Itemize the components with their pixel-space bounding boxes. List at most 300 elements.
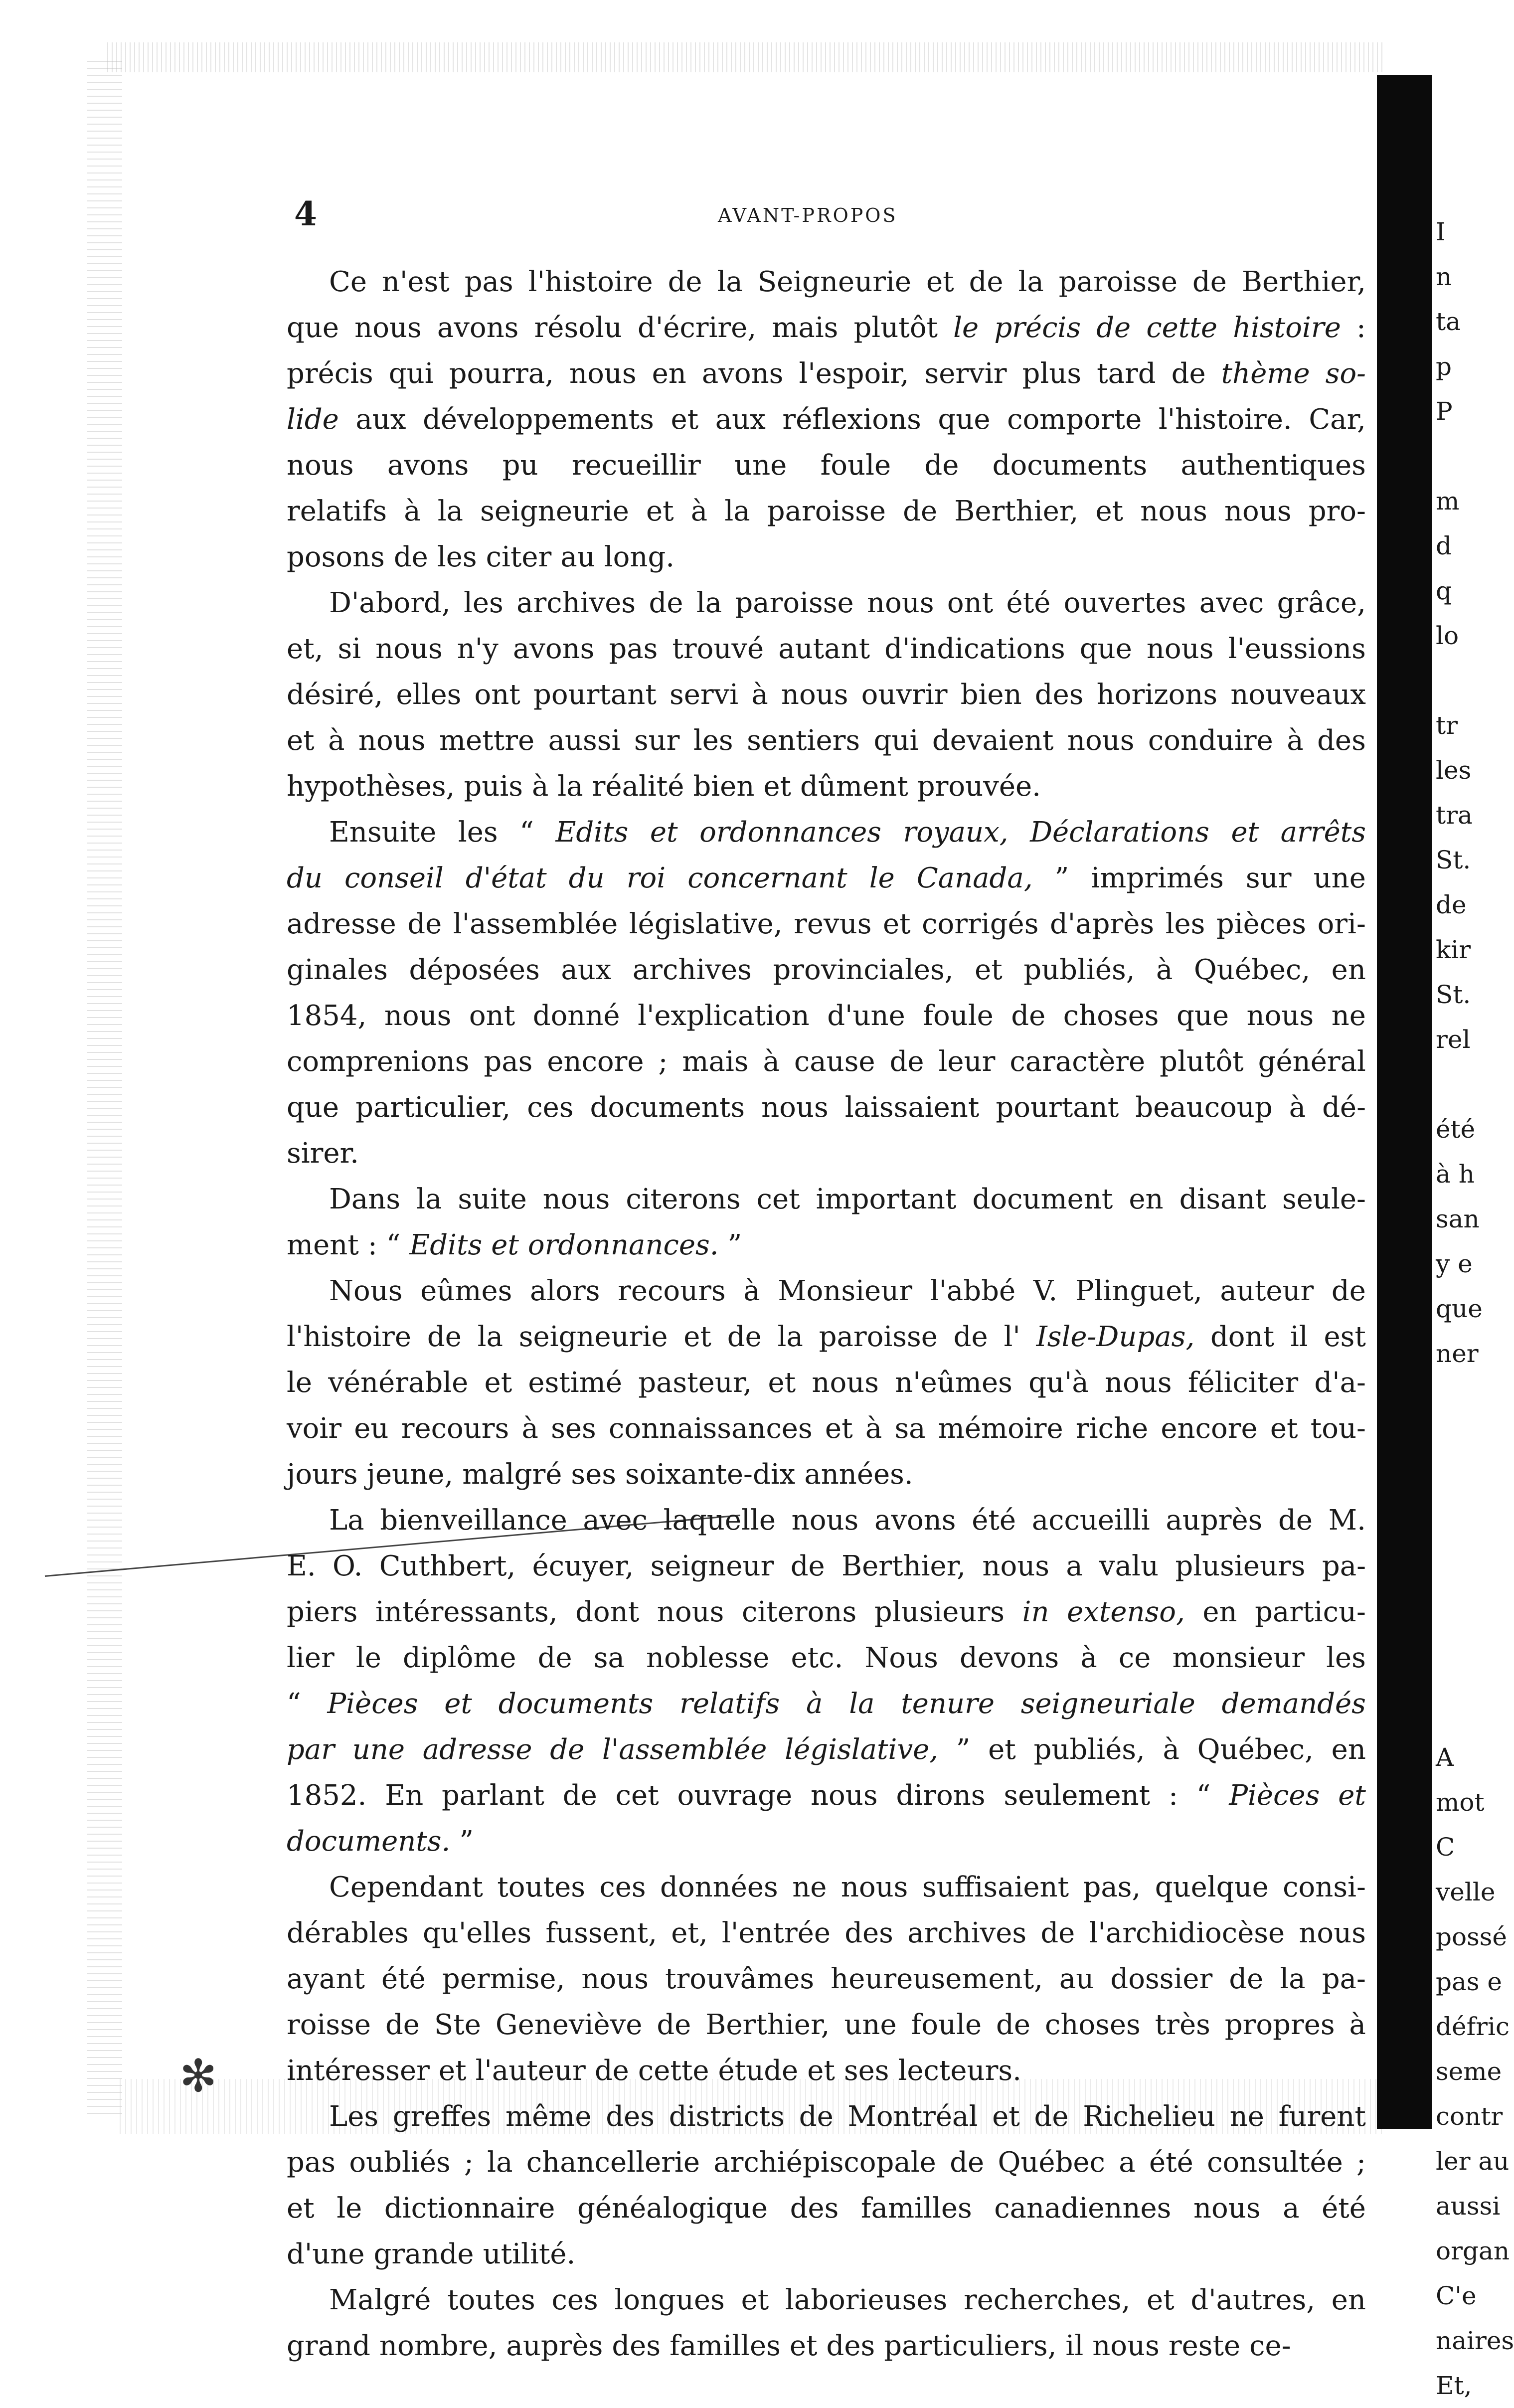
word: dont bbox=[1210, 1321, 1275, 1353]
text-line bbox=[287, 810, 1366, 856]
text-line bbox=[287, 2140, 1366, 2186]
word: ” bbox=[956, 1733, 971, 1766]
word: en bbox=[1331, 954, 1366, 986]
word: Richelieu bbox=[1083, 2100, 1215, 2133]
word: Edits bbox=[409, 1229, 483, 1261]
word: E. bbox=[287, 1550, 316, 1582]
word: “ bbox=[519, 816, 534, 849]
word: plutôt bbox=[1160, 1045, 1244, 1078]
word: résolu bbox=[534, 312, 622, 344]
word: aussi bbox=[548, 724, 621, 757]
word: malgré bbox=[462, 1458, 562, 1491]
word: déposées bbox=[409, 954, 540, 986]
word: la bbox=[437, 495, 464, 527]
text-line bbox=[287, 856, 1366, 901]
word: désiré, bbox=[287, 679, 383, 711]
word: les bbox=[1165, 908, 1205, 940]
word: la bbox=[717, 266, 743, 298]
word: et bbox=[1231, 816, 1259, 849]
word: nous bbox=[1105, 1367, 1172, 1399]
word: d'écrire, bbox=[637, 312, 757, 344]
next-page-fragment: tra bbox=[1436, 801, 1473, 830]
word: nombre, bbox=[379, 2330, 498, 2362]
next-page-fragment: C'e bbox=[1436, 2281, 1477, 2310]
word: nous bbox=[761, 1091, 829, 1124]
word: de bbox=[1171, 357, 1206, 390]
word: canadiennes bbox=[994, 2192, 1172, 2225]
word: et bbox=[988, 1733, 1016, 1766]
text-line bbox=[287, 305, 1366, 351]
word: l'histoire bbox=[528, 266, 653, 298]
word: piers bbox=[287, 1596, 358, 1628]
word: dé- bbox=[1322, 1091, 1366, 1124]
text-line bbox=[287, 2002, 1366, 2048]
word: le bbox=[287, 1367, 313, 1399]
text-line bbox=[287, 443, 1366, 489]
next-page-fragment: tr bbox=[1436, 711, 1458, 740]
word: sur bbox=[1245, 862, 1292, 894]
text-line bbox=[287, 1819, 1366, 1865]
word: la bbox=[557, 770, 583, 803]
word: permise, bbox=[442, 1963, 565, 1995]
word: La bbox=[329, 1504, 364, 1537]
word: à bbox=[763, 1045, 780, 1078]
word: pourtant bbox=[533, 679, 657, 711]
word: des bbox=[1034, 679, 1084, 711]
word: paroisse bbox=[767, 495, 886, 527]
word: plusieurs bbox=[1175, 1550, 1306, 1582]
word: Car, bbox=[1309, 403, 1366, 436]
text-line bbox=[287, 2232, 1366, 2277]
next-page-fragment: St. bbox=[1436, 980, 1471, 1009]
word: Canada, bbox=[916, 862, 1033, 894]
word: a bbox=[1066, 1550, 1083, 1582]
word: que bbox=[1079, 633, 1132, 665]
word: royaux, bbox=[903, 816, 1009, 849]
word: la bbox=[477, 1321, 503, 1353]
word: ordonnances bbox=[699, 816, 881, 849]
word: de bbox=[393, 541, 428, 573]
word: oubliés bbox=[349, 2146, 451, 2179]
word: qu'à bbox=[1028, 1367, 1089, 1399]
word: D'abord, bbox=[329, 587, 451, 619]
next-page-fragment bbox=[1436, 1062, 1500, 1107]
word: pro- bbox=[1308, 495, 1366, 527]
word: ouvrage bbox=[677, 1779, 793, 1812]
word: alors bbox=[529, 1275, 600, 1307]
word: une bbox=[734, 449, 787, 482]
word: longues bbox=[614, 2284, 725, 2316]
word: propres bbox=[1224, 2009, 1335, 2041]
word: documents bbox=[590, 1091, 745, 1124]
word: comporte bbox=[1007, 403, 1142, 436]
next-page-fragment: contr bbox=[1436, 2102, 1503, 2131]
word: de bbox=[385, 2009, 420, 2041]
word: consi- bbox=[1283, 1871, 1366, 1903]
word: ne bbox=[1331, 1000, 1366, 1032]
word: des bbox=[826, 2330, 875, 2362]
text-line bbox=[287, 947, 1366, 993]
word: Nous bbox=[329, 1275, 403, 1307]
next-page-fragment: aussi bbox=[1436, 2192, 1501, 2221]
word: est bbox=[1324, 1321, 1366, 1353]
word: ses bbox=[571, 1458, 617, 1491]
word: même bbox=[505, 2100, 592, 2133]
word: : bbox=[1169, 1779, 1178, 1812]
next-page-fragment: m bbox=[1436, 487, 1460, 516]
word: avons bbox=[437, 312, 519, 344]
word: précis bbox=[287, 357, 373, 390]
word: que bbox=[287, 312, 339, 344]
word: Berthier, bbox=[1241, 266, 1366, 298]
paragraph bbox=[287, 2094, 1366, 2277]
word: lide bbox=[287, 403, 339, 436]
word: les bbox=[458, 816, 498, 849]
word: nous bbox=[1146, 633, 1214, 665]
word: pas bbox=[609, 633, 658, 665]
word: pu bbox=[502, 449, 538, 482]
word: mémoire bbox=[938, 1412, 1063, 1445]
word: au bbox=[560, 541, 595, 573]
word: riche bbox=[1075, 1412, 1149, 1445]
paragraph bbox=[287, 580, 1366, 810]
word: l'assemblée bbox=[602, 1733, 767, 1766]
word: et, bbox=[287, 633, 324, 665]
word: l'histoire bbox=[287, 1321, 412, 1353]
word: choses bbox=[1044, 2009, 1141, 2041]
word: seigneurie bbox=[518, 1321, 668, 1353]
word: pas, bbox=[1083, 1871, 1141, 1903]
word: paroisse bbox=[1058, 266, 1178, 298]
word: nous bbox=[841, 1871, 908, 1903]
word: concernant bbox=[687, 862, 847, 894]
word: archives bbox=[516, 587, 636, 619]
word: posons bbox=[287, 541, 385, 573]
word: avons bbox=[874, 1504, 956, 1537]
next-page-fragment: P bbox=[1436, 397, 1453, 426]
word: “ bbox=[1196, 1779, 1211, 1812]
word: de bbox=[1331, 1275, 1366, 1307]
word: ces bbox=[551, 2284, 598, 2316]
word: de bbox=[903, 495, 938, 527]
word: d'indications bbox=[884, 633, 1065, 665]
word: utilité. bbox=[483, 2238, 576, 2270]
word: tenure bbox=[901, 1688, 995, 1720]
word: nous bbox=[1092, 2330, 1160, 2362]
word: de bbox=[1040, 1917, 1075, 1949]
word: bien bbox=[960, 679, 1022, 711]
word: ayant bbox=[287, 1963, 365, 1995]
word: particu- bbox=[1255, 1596, 1366, 1628]
word: familles bbox=[860, 2192, 972, 2225]
word: ce bbox=[1118, 1642, 1151, 1674]
word: du bbox=[568, 862, 605, 894]
word: et bbox=[807, 2055, 835, 2087]
word: hypothèses, bbox=[287, 770, 455, 803]
word: diplôme bbox=[403, 1642, 516, 1674]
word: furent bbox=[1278, 2100, 1366, 2133]
word: et bbox=[671, 403, 699, 436]
word: n'eûmes bbox=[895, 1367, 1012, 1399]
word: de bbox=[790, 1550, 825, 1582]
word: aux bbox=[715, 403, 766, 436]
word: extenso, bbox=[1067, 1596, 1185, 1628]
word: foule bbox=[911, 2009, 982, 2041]
word: ” bbox=[1054, 862, 1069, 894]
word: en bbox=[1331, 2284, 1366, 2316]
word: horizons bbox=[1096, 679, 1218, 711]
word: et bbox=[287, 724, 315, 757]
word: pasteur, bbox=[638, 1367, 752, 1399]
word: recours bbox=[401, 1412, 509, 1445]
word: O. bbox=[333, 1550, 363, 1582]
word: étude bbox=[718, 2055, 799, 2087]
word: la bbox=[777, 1321, 803, 1353]
word: adresse bbox=[287, 908, 396, 940]
next-page-fragment: A bbox=[1436, 1743, 1454, 1772]
word: des bbox=[844, 1917, 893, 1949]
next-page-fragment: naires bbox=[1436, 2326, 1514, 2355]
word: de bbox=[562, 1779, 597, 1812]
text-line bbox=[287, 1773, 1366, 1819]
next-page-fragment: y e bbox=[1436, 1249, 1473, 1278]
word: devaient bbox=[932, 724, 1054, 757]
word: paroisse bbox=[735, 587, 854, 619]
word: des bbox=[790, 2192, 839, 2225]
word: mettre bbox=[439, 724, 535, 757]
word: et bbox=[484, 1367, 512, 1399]
next-page-fragment bbox=[1436, 1690, 1500, 1735]
word: les bbox=[437, 541, 477, 573]
word: suite bbox=[458, 1183, 527, 1215]
text-line bbox=[287, 2048, 1366, 2094]
word: nous bbox=[384, 1000, 452, 1032]
text-line bbox=[287, 1910, 1366, 1956]
word: nous bbox=[1224, 495, 1292, 527]
word: monsieur bbox=[1172, 1642, 1305, 1674]
word: citer bbox=[486, 541, 552, 573]
word: publiés, bbox=[1023, 954, 1135, 986]
word: de bbox=[1229, 1963, 1264, 1995]
next-page-fragment bbox=[1436, 1555, 1500, 1600]
word: la bbox=[487, 2146, 513, 2179]
word: laissaient bbox=[844, 1091, 980, 1124]
word: nous bbox=[358, 724, 426, 757]
word: à bbox=[328, 724, 345, 757]
word: districts bbox=[669, 2100, 785, 2133]
word: Cuthbert, bbox=[379, 1550, 516, 1582]
text-line bbox=[287, 2277, 1366, 2323]
word: de bbox=[550, 1733, 585, 1766]
word: de bbox=[727, 1321, 762, 1353]
word: l'espoir, bbox=[799, 357, 909, 390]
word: et bbox=[1147, 2284, 1175, 2316]
word: de bbox=[668, 266, 702, 298]
word: grande bbox=[373, 2238, 474, 2270]
word: nous bbox=[581, 1963, 649, 1995]
word: plutôt bbox=[853, 312, 938, 344]
word: ginales bbox=[287, 954, 388, 986]
word: noblesse bbox=[646, 1642, 770, 1674]
word: archiépiscopale bbox=[713, 2146, 936, 2179]
word: cet bbox=[756, 1183, 800, 1215]
word: d'une bbox=[827, 1000, 905, 1032]
next-page-fragment: organ bbox=[1436, 2236, 1510, 2265]
word: V. bbox=[1033, 1275, 1058, 1307]
word: la bbox=[1018, 266, 1044, 298]
word: n'est bbox=[381, 266, 450, 298]
word: si bbox=[337, 633, 361, 665]
text-line bbox=[287, 1956, 1366, 2002]
word: Montréal bbox=[847, 2100, 978, 2133]
word: le bbox=[869, 862, 895, 894]
next-page-fragment: les bbox=[1436, 756, 1472, 785]
word: seigneur bbox=[650, 1550, 774, 1582]
word: accueilli bbox=[1031, 1504, 1150, 1537]
word: revus bbox=[794, 908, 872, 940]
word: suffisaient bbox=[922, 1871, 1069, 1903]
word: réalité bbox=[592, 770, 684, 803]
paragraph bbox=[287, 1865, 1366, 2094]
word: devons bbox=[960, 1642, 1059, 1674]
word: aux bbox=[355, 403, 406, 436]
word: ; bbox=[464, 2146, 474, 2179]
body-text bbox=[287, 259, 1366, 2369]
word: archives bbox=[632, 954, 752, 986]
text-line bbox=[287, 1865, 1366, 1910]
word: 1852. bbox=[287, 1779, 367, 1812]
word: documents bbox=[992, 449, 1148, 482]
word: nous bbox=[657, 1596, 724, 1628]
word: consultée bbox=[1207, 2146, 1343, 2179]
word: auprès bbox=[506, 2330, 603, 2362]
text-line bbox=[287, 1452, 1366, 1498]
word: nous bbox=[1140, 495, 1207, 527]
text-line bbox=[287, 1727, 1366, 1773]
word: et bbox=[992, 2100, 1020, 2133]
next-page-fragment: que bbox=[1436, 1294, 1483, 1323]
word: Berthier, bbox=[705, 2009, 830, 2041]
text-line bbox=[287, 1589, 1366, 1635]
word: nous bbox=[375, 633, 443, 665]
word: qui bbox=[388, 357, 434, 390]
word: nouveaux bbox=[1230, 679, 1366, 711]
word: leur bbox=[938, 1045, 996, 1078]
word: avons bbox=[701, 357, 784, 390]
word: les bbox=[464, 587, 504, 619]
gutter-shadow bbox=[1377, 75, 1432, 2129]
word: et bbox=[741, 2284, 769, 2316]
word: encore bbox=[547, 1045, 644, 1078]
word: voir bbox=[287, 1412, 342, 1445]
word: histoire bbox=[1233, 312, 1341, 344]
word: avons bbox=[512, 633, 595, 665]
word: législative, bbox=[629, 908, 783, 940]
word: féliciter bbox=[1187, 1367, 1299, 1399]
next-page-fragment bbox=[1436, 1421, 1500, 1466]
word: de bbox=[889, 1045, 924, 1078]
next-page-fragment: I bbox=[1436, 217, 1446, 246]
next-page-fragment: rel bbox=[1436, 1025, 1471, 1054]
paragraph bbox=[287, 259, 1366, 580]
word: foule bbox=[923, 1000, 994, 1032]
word: que bbox=[1177, 1000, 1229, 1032]
paragraph bbox=[287, 810, 1366, 1177]
word: l'histoire. bbox=[1158, 403, 1292, 436]
word: sa bbox=[894, 1412, 926, 1445]
word: seule- bbox=[1282, 1183, 1366, 1215]
word: Monsieur bbox=[778, 1275, 912, 1307]
text-line bbox=[287, 397, 1366, 443]
word: recours bbox=[618, 1275, 726, 1307]
word: citerons bbox=[741, 1596, 857, 1628]
word: données bbox=[660, 1871, 778, 1903]
word: à bbox=[521, 1412, 538, 1445]
word: de bbox=[427, 1321, 462, 1353]
word: a bbox=[1119, 2146, 1136, 2179]
word: connaissances bbox=[609, 1412, 813, 1445]
word: législative, bbox=[785, 1733, 939, 1766]
word: à bbox=[531, 770, 549, 803]
next-page-fragment: ta bbox=[1436, 307, 1461, 336]
word: à bbox=[743, 1275, 760, 1307]
word: conseil bbox=[344, 862, 444, 894]
word: d'état bbox=[465, 862, 547, 894]
word: mais bbox=[772, 312, 839, 344]
word: greffes bbox=[392, 2100, 492, 2133]
word: nous bbox=[810, 1779, 878, 1812]
text-line bbox=[287, 2094, 1366, 2140]
word: plus bbox=[1022, 357, 1082, 390]
next-page-fragment: C bbox=[1436, 1833, 1455, 1862]
word: été bbox=[972, 1504, 1016, 1537]
word: lecteurs. bbox=[898, 2055, 1021, 2087]
word: lier bbox=[287, 1642, 335, 1674]
text-line bbox=[287, 1360, 1366, 1406]
word: et bbox=[763, 770, 792, 803]
word: relatifs bbox=[679, 1688, 780, 1720]
next-page-fragment: d bbox=[1436, 531, 1452, 560]
word: et bbox=[825, 1412, 853, 1445]
word: nous bbox=[867, 587, 934, 619]
word: ces bbox=[527, 1091, 574, 1124]
word: particulier, bbox=[355, 1091, 511, 1124]
word: de bbox=[969, 266, 1004, 298]
next-page-fragment: mot bbox=[1436, 1788, 1485, 1817]
word: et bbox=[444, 1688, 472, 1720]
text-line bbox=[287, 718, 1366, 764]
word: seigneuriale bbox=[1020, 1688, 1195, 1720]
word: toutes bbox=[497, 1871, 585, 1903]
next-page-fragment bbox=[1436, 1466, 1500, 1511]
word: mais bbox=[682, 1045, 749, 1078]
word: bien bbox=[693, 770, 755, 803]
word: Malgré bbox=[329, 2284, 431, 2316]
word: in bbox=[1022, 1596, 1049, 1628]
next-page-edge bbox=[1436, 75, 1514, 2400]
word: dirons bbox=[896, 1779, 986, 1812]
word: recueillir bbox=[571, 449, 701, 482]
paragraph bbox=[287, 1177, 1366, 1268]
page-number: 4 bbox=[294, 194, 317, 233]
word: à bbox=[1156, 954, 1173, 986]
next-page-fragment: à h bbox=[1436, 1160, 1475, 1189]
text-line bbox=[287, 1085, 1366, 1131]
word: écuyer, bbox=[532, 1550, 634, 1582]
word: intéressants, bbox=[375, 1596, 558, 1628]
word: Berthier, bbox=[954, 495, 1079, 527]
word: et bbox=[975, 954, 1003, 986]
